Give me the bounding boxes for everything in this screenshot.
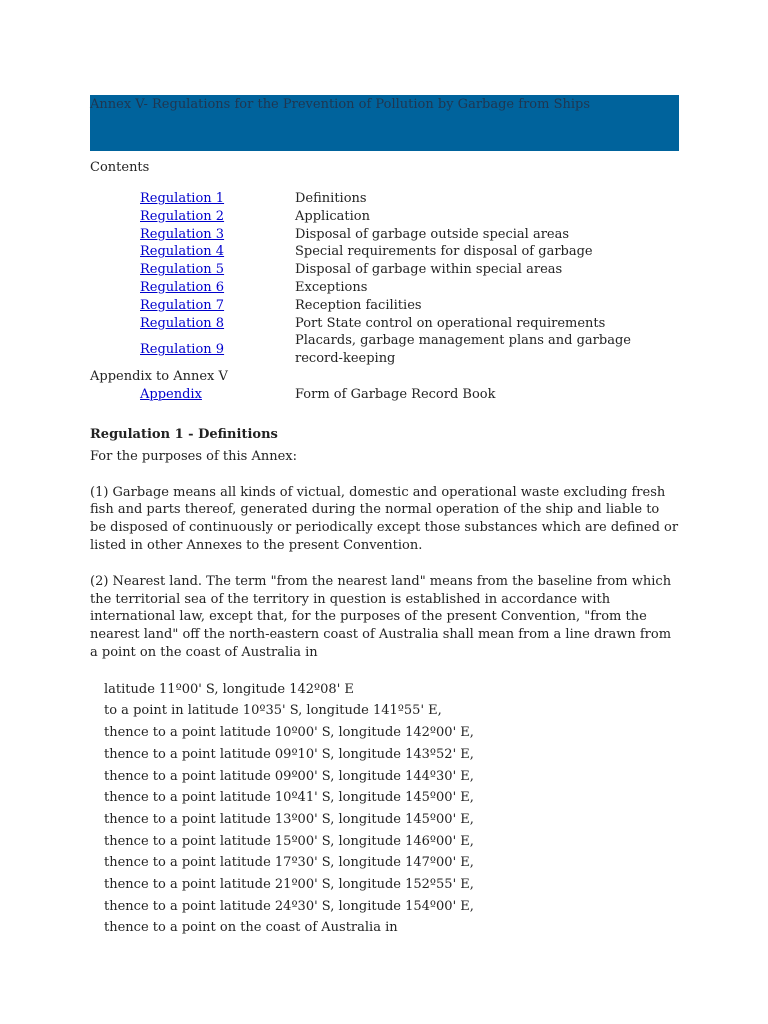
toc-row: [90, 226, 679, 244]
regulation-4-link[interactable]: Regulation 4: [140, 244, 225, 260]
garbage-definition-paragraph: (1) Garbage means all kinds of victual, domestic and operational waste excluding fresh fish and parts thereof, generated during the normal operation of the ship and liable to be disposed of continuously or periodically except those substances which are defined or listed in other Annexes to the present Convention.: [90, 484, 679, 553]
coordinate-line: thence to a point latitude 10º41' S, longitude 145º00' E,: [104, 790, 474, 806]
toc-title: Disposal of garbage outside special areas: [295, 226, 570, 242]
regulation-6-link[interactable]: Regulation 6: [140, 279, 225, 295]
toc-row: [90, 315, 679, 333]
banner-title: Annex V- Regulations for the Prevention of Pollution by Garbage from Ships: [90, 97, 590, 112]
appendix-table: [90, 386, 679, 404]
toc-row: [90, 190, 679, 208]
coordinate-line: thence to a point latitude 13º00' S, longitude 145º00' E,: [104, 811, 474, 827]
document-page: [90, 95, 679, 939]
regulation-8-link[interactable]: Regulation 8: [140, 315, 225, 331]
toc-title: Port State control on operational requirements: [295, 315, 606, 331]
appendix-heading: Appendix to Annex V: [90, 368, 228, 384]
toc-title: Disposal of garbage within special areas: [295, 262, 563, 278]
toc-row: [90, 279, 679, 297]
appendix-link[interactable]: Appendix: [140, 386, 202, 402]
regulation-3-link[interactable]: Regulation 3: [140, 226, 225, 242]
coordinate-line: thence to a point latitude 21º00' S, longitude 152º55' E,: [104, 877, 474, 893]
toc-title: Placards, garbage management plans and garbage record-keeping: [295, 333, 631, 367]
toc-title: Form of Garbage Record Book: [295, 386, 496, 402]
coordinate-line: thence to a point on the coast of Australia in: [104, 920, 398, 936]
toc-title: Exceptions: [295, 279, 368, 295]
section-title: Regulation 1 - Definitions: [90, 426, 278, 442]
coordinate-line: thence to a point latitude 17º30' S, longitude 147º00' E,: [104, 855, 474, 871]
title-banner: [90, 95, 679, 151]
nearest-land-paragraph: (2) Nearest land. The term "from the nearest land" means from the baseline from which the territorial sea of the territory in question is established in accordance with international law, except that, for the purposes of the present Convention, "from the nearest land" off the north-eastern coast of Australia shall mean from a line drawn from a point on the coast of Australia in: [90, 573, 672, 660]
regulation-5-link[interactable]: Regulation 5: [140, 262, 225, 278]
intro-paragraph: For the purposes of this Annex:: [90, 448, 297, 464]
coordinate-line: thence to a point latitude 09º10' S, longitude 143º52' E,: [104, 746, 474, 762]
coordinate-line: latitude 11º00' S, longitude 142º08' E: [104, 681, 354, 697]
toc-row: [90, 261, 679, 279]
toc-title: Definitions: [295, 191, 367, 206]
coordinate-list: [104, 679, 679, 939]
toc-row: [90, 332, 679, 368]
toc-title: Special requirements for disposal of garbage: [295, 244, 593, 260]
regulation-2-link[interactable]: Regulation 2: [140, 208, 225, 224]
regulation-9-link[interactable]: Regulation 9: [140, 342, 225, 358]
toc-title: Application: [295, 208, 370, 224]
toc-row: [90, 297, 679, 315]
coordinate-line: thence to a point latitude 09º00' S, longitude 144º30' E,: [104, 768, 474, 784]
toc-row: [90, 208, 679, 226]
contents-table: [90, 190, 679, 368]
regulation-7-link[interactable]: Regulation 7: [140, 297, 225, 313]
coordinate-line: thence to a point latitude 15º00' S, longitude 146º00' E,: [104, 833, 474, 849]
coordinate-line: to a point in latitude 10º35' S, longitude 141º55' E,: [104, 703, 442, 719]
toc-row: [90, 386, 679, 404]
toc-title: Reception facilities: [295, 297, 422, 313]
toc-row: [90, 243, 679, 261]
contents-label: Contents: [90, 160, 150, 175]
coordinate-line: thence to a point latitude 10º00' S, longitude 142º00' E,: [104, 725, 474, 741]
coordinate-line: thence to a point latitude 24º30' S, longitude 154º00' E,: [104, 898, 474, 914]
regulation-1-link[interactable]: Regulation 1: [140, 191, 225, 206]
